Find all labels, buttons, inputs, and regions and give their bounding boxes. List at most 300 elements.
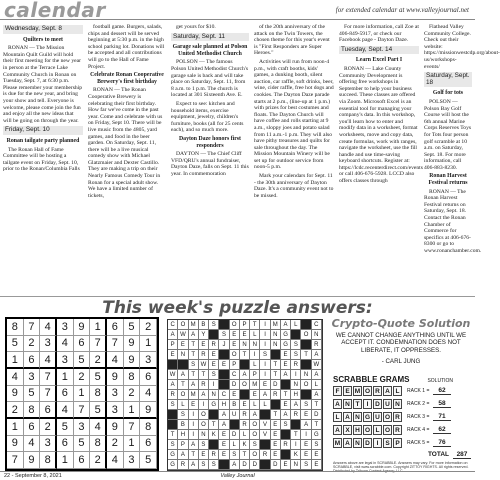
sudoku-cell: 1 [124, 436, 141, 453]
rack-score: 71 [433, 413, 451, 421]
crossword-cell: A [219, 420, 229, 430]
crossword-cell: E [281, 460, 291, 470]
sudoku-cell: 6 [140, 436, 157, 453]
sudoku-cell: 7 [124, 419, 141, 436]
crossword-cell: M [250, 380, 260, 390]
sudoku-cell: 8 [124, 369, 141, 386]
sudoku-cell: 2 [90, 352, 107, 369]
rack-label: RACK 5 = [407, 440, 430, 446]
crossword-cell: L [240, 430, 250, 440]
crossword-cell: S [199, 460, 209, 470]
scrabble-tile: A [333, 425, 342, 435]
crossword-cell: T [250, 320, 260, 330]
sudoku-cell: 5 [124, 319, 141, 336]
crossword-cell: T [240, 450, 250, 460]
crossword-cell: T [189, 340, 199, 350]
event-title: Dayton Daze honors first responders [179, 135, 241, 149]
crossword-cell: J [219, 340, 229, 350]
sudoku-cell: 6 [57, 436, 74, 453]
crossword-black-square [240, 360, 250, 370]
crossword-cell: V [260, 420, 270, 430]
scrabble-tile: T [353, 399, 362, 409]
crossword-cell: E [219, 440, 229, 450]
crossword-cell: E [230, 340, 240, 350]
event-title: Learn Excel Part I [355, 57, 403, 64]
crossword-cell: O [178, 320, 188, 330]
crossword-cell: I [301, 430, 311, 440]
crossword-cell: E [219, 430, 229, 440]
crossword-cell: P [230, 360, 240, 370]
crossword-cell: L [250, 360, 260, 370]
crossword-cell: I [260, 320, 270, 330]
event-text: RONAN — The Mission Mountain Quilt Guild will hold their first meeting for the new year in person at the Terrace Lake Community Church in Ronan on Tuesday, Sept. 7, at 6:30 p.m. Please remember your membership is due for the new year, and bring your show and tell. Everyone is welcome, please come join the fun and enjoy all the new ideas that will be going on through the year. [3, 45, 83, 124]
crossword-cell: S [281, 420, 291, 430]
crossword-cell: N [312, 330, 322, 340]
crossword-cell: S [291, 350, 301, 360]
sudoku-cell: 4 [107, 452, 124, 469]
sudoku-cell: 8 [90, 386, 107, 403]
crossword-cell: T [199, 370, 209, 380]
crossword-cell: T [189, 450, 199, 460]
sudoku-cell: 1 [140, 336, 157, 353]
crossword-cell: G [281, 330, 291, 340]
crossword-cell: E [281, 400, 291, 410]
crossword-cell: S [301, 460, 311, 470]
crossword-cell: D [250, 460, 260, 470]
crossword-cell: N [271, 340, 281, 350]
event-text: Expect to see: kitchen and household items, exercise equipment, jewelry, children's furniture, books (all for 25 cents each), and so much more. [171, 100, 244, 134]
crossword-black-square [219, 370, 229, 380]
scrabble-tile: I [363, 399, 372, 409]
sudoku-cell: 7 [74, 402, 91, 419]
crossword-cell: P [250, 370, 260, 380]
crossword-cell: R [209, 340, 219, 350]
crossword-cell: H [219, 400, 229, 410]
sudoku-cell: 2 [24, 336, 41, 353]
scrabble-tile: O [384, 413, 391, 421]
sudoku-cell: 8 [7, 319, 24, 336]
sudoku-cell: 3 [74, 419, 91, 436]
sudoku-cell: 7 [40, 369, 57, 386]
sudoku-cell: 7 [40, 386, 57, 403]
crossword-cell: A [240, 370, 250, 380]
sudoku-cell: 8 [140, 419, 157, 436]
event-text: RONAN — The Ronan Harvest Festival returns on Saturday, Sept. 18. Contact the Ronan Chamber of Commerce for specifics at 406-676-8300 or go to www.ronanchamber.com. [424, 188, 482, 254]
crossword-cell: E [271, 450, 281, 460]
scrabble-tile: O [364, 426, 371, 434]
scrabble-rack-row [333, 385, 471, 397]
sudoku-cell: 8 [90, 436, 107, 453]
scrabble-rack-row [333, 437, 471, 449]
sudoku-cell: 2 [90, 452, 107, 469]
crossword-black-square [260, 460, 270, 470]
crossword-cell: E [209, 360, 219, 370]
sudoku-cell: 5 [140, 452, 157, 469]
sudoku-cell: 3 [24, 369, 41, 386]
crossword-black-square [168, 360, 178, 370]
event-text: RONAN — Lake County Community Development is offering free workshops in September to help your business succeed. These classes are offered via Zoom. Microsoft Excel is an essential tool for managing your company's data. In this workshop, you'll learn how to enter and modify data in a worksheet, format worksheets, move and copy data, create formulas, work with ranges, navigate the worksheet, use the fill handle and use time-saving keyboard shortcuts. Register at: https://lcdc.recenterdirect.com/events or call 406-676-5928. LCCD also offers classes through [339, 65, 423, 185]
crossword-cell: R [168, 390, 178, 400]
event-title: Garage sale planned at Polson United Methodist Church [172, 44, 248, 57]
crossword-cell: E [271, 420, 281, 430]
column-5 [339, 24, 423, 187]
crossword-black-square [178, 360, 188, 370]
sudoku-cell: 5 [74, 352, 91, 369]
crossword-black-square [271, 350, 281, 360]
event-text: Mark your calendars for Sept. 11 - the 30th anniversary of Dayton Daze. It's a community event not to be missed. [254, 173, 334, 199]
event-text: Flathead Valley Community College. Check out their website: https://missionwestcdp.org/about-us/workshops-events/ [424, 24, 500, 70]
crossword-cell: A [230, 460, 240, 470]
crossword-cell: S [291, 340, 301, 350]
column-4 [254, 24, 334, 201]
scrabble-title: SCRABBLE GRAMS SOLUTION [333, 375, 454, 384]
crossword-cell: E [199, 340, 209, 350]
crossword-cell: R [271, 390, 281, 400]
scrabble-tile: F [333, 386, 342, 396]
footer [0, 471, 475, 480]
crossword-cell: L [178, 400, 188, 410]
crossword-cell: A [219, 410, 229, 420]
scrabble-tile: X [343, 425, 352, 435]
crossword-cell: S [209, 370, 219, 380]
sudoku-cell: 6 [24, 419, 41, 436]
sudoku-cell: 7 [24, 319, 41, 336]
scrabble-tile: G [364, 413, 371, 421]
sudoku-cell: 7 [7, 452, 24, 469]
crossword-cell: A [189, 440, 199, 450]
crossword-cell: E [178, 340, 188, 350]
rack-label: RACK 3 = [407, 414, 430, 420]
crossword-cell: I [260, 340, 270, 350]
crossword-cell: T [168, 430, 178, 440]
scrabble-tile: L [373, 425, 382, 435]
sudoku-cell: 1 [57, 369, 74, 386]
crossword-cell: L [250, 400, 260, 410]
sudoku-cell: 2 [107, 436, 124, 453]
crossword-cell: A [281, 410, 291, 420]
crossword-cell: I [250, 350, 260, 360]
crossword-cell: I [209, 380, 219, 390]
sudoku-cell: 4 [90, 419, 107, 436]
sudoku-cell: 1 [7, 419, 24, 436]
crossword-cell: E [271, 430, 281, 440]
crossword-cell: S [168, 440, 178, 450]
crossword-cell: K [291, 450, 301, 460]
crossword-cell: I [291, 440, 301, 450]
sudoku-cell: 4 [57, 402, 74, 419]
sudoku-cell: 1 [74, 386, 91, 403]
crossword-cell: O [199, 420, 209, 430]
crossword-cell: E [230, 330, 240, 340]
crossword-cell: R [312, 340, 322, 350]
sudoku-cell: 1 [7, 352, 24, 369]
crossword-black-square [260, 440, 270, 450]
crossword-cell: K [209, 430, 219, 440]
scrabble-tile: N [353, 412, 362, 422]
column-2 [88, 24, 166, 201]
crossword-cell: L [230, 440, 240, 450]
crossword-cell: I [189, 420, 199, 430]
crossword-cell: W [312, 360, 322, 370]
crossword-cell: N [250, 340, 260, 350]
crossword-cell: E [260, 380, 270, 390]
crossword-cell: R [291, 360, 301, 370]
crossword-black-square [209, 410, 219, 420]
crossword-cell: C [312, 320, 322, 330]
crossword-cell: S [312, 440, 322, 450]
crossword-cell: I [189, 410, 199, 420]
event-text: For more information, call Zoe at 406-849-5917, or check our Facebook page - Dayton Daze. [339, 24, 419, 44]
scrabble-tile: R [393, 425, 402, 435]
sudoku-cell: 4 [57, 336, 74, 353]
event-text: DAYTON — The Chief Cliff VFD/QRU's annual fundraiser, Dayton Daze, falls on Sept. 11 this year. In commemoration [171, 151, 249, 177]
crossword-cell: T [312, 400, 322, 410]
sudoku-cell: 9 [107, 369, 124, 386]
section-title: calendar [4, 0, 106, 22]
crossword-cell: E [230, 390, 240, 400]
scrabble-tile: L [333, 412, 342, 422]
crossword-black-square [260, 410, 270, 420]
masthead [0, 0, 475, 20]
sudoku-cell: 6 [24, 352, 41, 369]
crossword-cell: T [271, 360, 281, 370]
crossword-cell: A [168, 380, 178, 390]
event-text: get yours for $10. [176, 24, 216, 30]
crossword-cell: P [178, 440, 188, 450]
scrabble-tile: A [343, 412, 352, 422]
rack-label: RACK 1 = [407, 388, 430, 394]
crossword-cell: R [260, 450, 270, 460]
crypto-quote-title: Crypto-Quote Solution [331, 317, 471, 330]
crossword-cell: A [281, 370, 291, 380]
crossword-cell: A [281, 320, 291, 330]
crossword-cell: G [168, 450, 178, 460]
crossword-cell: T [240, 350, 250, 360]
crossword-cell: E [240, 400, 250, 410]
rack-score: 76 [433, 439, 451, 447]
event-text: POLSON — Polson Bay Golf Course will host the 6th annual Marine Corps Reserves Toys for Tots four person golf scramble at 10 a.m. on Saturday, Sept. 18. For more information, call 406-883-8230. [424, 98, 472, 171]
crossword-cell: T [209, 420, 219, 430]
sudoku-cell: 8 [40, 452, 57, 469]
event-text: Activities will run from noon-4 p.m., with craft booths, kids' games, a dunking booth, silent auction, car raffle, soft drinks, beer, wine, cider raffle, free hot dogs and cookies. The Dayton Daze parade starts at 2 p.m., (line-up at 1 p.m.) with prizes for best costumes and floats. The Dayton Church will have coffee and rolls starting at 9 a.m., sloppy joes and potato salad from 11 a.m.-1 p.m. They will also have pithy treasures and quilts for sale throughout the day. The Mission Mountain Winery will be set up for outdoor service from noon-5 p.m. [254, 58, 334, 171]
scrabble-rack-row [333, 398, 471, 410]
column-6 [424, 24, 500, 257]
crossword-cell: R [291, 410, 301, 420]
crossword-cell: G [209, 400, 219, 410]
crossword-cell: E [312, 460, 322, 470]
sudoku-cell: 3 [57, 319, 74, 336]
crossword-cell: T [312, 420, 322, 430]
sudoku-cell: 9 [7, 386, 24, 403]
crossword-cell: E [219, 450, 229, 460]
crossword-black-square [219, 320, 229, 330]
crossword-cell: H [291, 390, 301, 400]
crossword-cell: A [189, 330, 199, 340]
crossword-cell: G [281, 340, 291, 350]
crossword-black-square [291, 420, 301, 430]
crossword-black-square [281, 450, 291, 460]
sudoku-cell: 5 [7, 336, 24, 353]
crossword-cell: S [219, 330, 229, 340]
scrabble-fine-print: Answers above are legal in SCRABBLE. Answers may vary. For more information on SCRABBLE, visit www.scrabble.com. Copyright ZITTOY RIGHTS. All rights reserved. Distributed by Tribune Content Agency, LLC. [333, 461, 469, 474]
sudoku-cell: 8 [24, 402, 41, 419]
sudoku-cell: 4 [40, 352, 57, 369]
crossword-cell: M [271, 320, 281, 330]
sudoku-cell: 3 [57, 352, 74, 369]
event-title: Ronan Harvest Festival returns [428, 173, 468, 187]
crossword-cell: E [168, 350, 178, 360]
crossword-cell: N [240, 340, 250, 350]
sudoku-cell: 3 [124, 452, 141, 469]
scrabble-tile: N [393, 399, 402, 409]
crossword-cell: T [271, 370, 281, 380]
crossword-cell: A [199, 390, 209, 400]
crossword-cell: A [291, 400, 301, 410]
sudoku-cell: 6 [40, 402, 57, 419]
crossword-cell: S [230, 450, 240, 460]
event-text: The Ronan Hall of Fame Committee will be hosting a tailgate event on Friday, Sept. 10, prior to the Ronan/Columbia Falls [3, 146, 80, 173]
event-title: Golf for tots [432, 90, 464, 97]
crossword-cell: A [301, 420, 311, 430]
crossword-cell: I [199, 400, 209, 410]
crossword-cell: E [240, 330, 250, 340]
crossword-cell: R [178, 460, 188, 470]
sudoku-cell: 6 [74, 452, 91, 469]
crossword-cell: R [199, 350, 209, 360]
crossword-cell: S [178, 410, 188, 420]
scrabble-tile: I [373, 438, 382, 448]
crypto-quote-text: WE CANNOT CHANGE ANYTHING UNTIL WE ACCEPT IT. CONDEMNATION DOES NOT LIBERATE, IT OPPRESSES. [335, 332, 467, 354]
crossword-cell: S [189, 360, 199, 370]
crossword-cell: S [209, 460, 219, 470]
crossword-cell: C [230, 370, 240, 380]
crossword-black-square [209, 440, 219, 450]
page-number: 22 - September 8, 2021 [4, 473, 62, 479]
crossword-black-square [301, 320, 311, 330]
event-text: POLSON — The famous Polson United Methodist Church's garage sale is back and will take place on Saturday, Sept. 11, from 8 a.m. to 1 p.m. The church is located at 301 Sixteenth Ave. E. [171, 59, 248, 99]
crossword-cell: V [260, 430, 270, 440]
scrabble-tile: R [393, 412, 402, 422]
crossword-cell: B [178, 420, 188, 430]
day-heading: Wednesday, Sept. 8 [3, 25, 83, 34]
crossword-black-square [271, 400, 281, 410]
scrabble-tile: O [364, 387, 371, 395]
crossword-cell: D [312, 410, 322, 420]
crossword-cell: L [291, 320, 301, 330]
crossword-cell: A [312, 350, 322, 360]
crossword-black-square [219, 350, 229, 360]
crossword-cell: O [178, 390, 188, 400]
scrabble-total: TOTAL 287 [333, 451, 471, 459]
sudoku-cell: 5 [90, 402, 107, 419]
event-title: Ronan tailgate party planned [6, 137, 80, 144]
sudoku-cell: 9 [74, 319, 91, 336]
sudoku-cell: 4 [7, 369, 24, 386]
sudoku-cell: 2 [140, 319, 157, 336]
sudoku-cell: 1 [57, 452, 74, 469]
crossword-cell: E [271, 440, 281, 450]
sudoku-cell: 4 [107, 352, 124, 369]
scrabble-rack-row [333, 411, 471, 423]
scrabble-tile: O [384, 426, 391, 434]
scrabble-tile: L [393, 386, 402, 396]
crossword-cell: E [312, 450, 322, 460]
scrabble-tile: A [343, 438, 352, 448]
sudoku-cell: 4 [24, 436, 41, 453]
sudoku-cell: 2 [74, 369, 91, 386]
crossword-cell: A [260, 390, 270, 400]
crossword-black-square [301, 390, 311, 400]
sudoku-cell: 2 [40, 419, 57, 436]
scrabble-grams [333, 375, 471, 474]
event-title: Celebrate Ronan Cooperative Brewery's first birthday [90, 72, 164, 85]
sudoku-cell: 4 [140, 386, 157, 403]
scrabble-tile: H [353, 425, 362, 435]
crossword-cell: D [271, 460, 281, 470]
crossword-cell: W [199, 360, 209, 370]
sudoku-cell: 7 [107, 336, 124, 353]
sudoku-cell: 1 [90, 319, 107, 336]
sudoku-cell: 7 [90, 336, 107, 353]
crossword-cell: D [240, 460, 250, 470]
crossword-cell: A [189, 380, 199, 390]
scrabble-tile: P [393, 438, 402, 448]
crossword-cell: C [219, 390, 229, 400]
day-heading: Tuesday, Sept. 14 [339, 46, 419, 55]
crossword-cell: R [209, 450, 219, 460]
crossword-solution [167, 319, 323, 471]
sudoku-cell: 3 [40, 336, 57, 353]
crossword-cell: R [281, 440, 291, 450]
crossword-black-square [281, 380, 291, 390]
crossword-cell: T [178, 380, 188, 390]
event-text: RONAN — The Ronan Cooperative Brewery is celebrating their first birthday. How far we've come in the past year. Come and celebrate with us on Friday, Sept 10. There will be live music from the 4805, yard games, and food in the beer garden. On Saturday, Sept. 11, there will be a live musical comedy show with Michael Glatzmaier and Dexter Castillo. They are making a trip on their Nearly Famous Comedy Tour in Ronan for a special adult show. We have a limited number of tickets, [88, 87, 163, 199]
crossword-cell: E [199, 450, 209, 460]
crossword-cell: N [301, 370, 311, 380]
crossword-cell: T [271, 410, 281, 420]
event-text: football game. Burgers, salads, chips and dessert will be served beginning at 5:30 p.m. in the high school parking lot. Donations will be accepted and all contributions will go to the Hall of Fame Project. [88, 24, 165, 70]
rack-label: RACK 4 = [407, 427, 430, 433]
puzzle-answers-heading: This week's puzzle answers: [0, 296, 475, 318]
sudoku-cell: 9 [140, 402, 157, 419]
crypto-quote [330, 317, 472, 365]
crossword-cell: O [250, 420, 260, 430]
crossword-cell: B [199, 320, 209, 330]
crossword-cell: P [240, 320, 250, 330]
crossword-cell: T [189, 350, 199, 360]
crossword-cell: R [199, 380, 209, 390]
crossword-cell: A [312, 390, 322, 400]
crossword-cell: T [189, 370, 199, 380]
paper-name: Valley Journal [220, 473, 255, 479]
crossword-black-square [240, 390, 250, 400]
sudoku-cell: 6 [57, 386, 74, 403]
crossword-black-square [301, 360, 311, 370]
sudoku-solution [5, 317, 159, 471]
crossword-black-square [168, 420, 178, 430]
sudoku-cell: 6 [140, 369, 157, 386]
sudoku-cell: 9 [24, 452, 41, 469]
crossword-cell: E [189, 400, 199, 410]
crossword-cell: I [291, 370, 301, 380]
scrabble-tile: U [383, 399, 392, 409]
crossword-cell: N [291, 460, 301, 470]
scrabble-tile: A [383, 386, 392, 396]
sudoku-cell: 5 [90, 369, 107, 386]
day-heading: Friday, Sept. 10 [3, 126, 83, 135]
sudoku-cell: 3 [107, 402, 124, 419]
crossword-black-square [301, 340, 311, 350]
